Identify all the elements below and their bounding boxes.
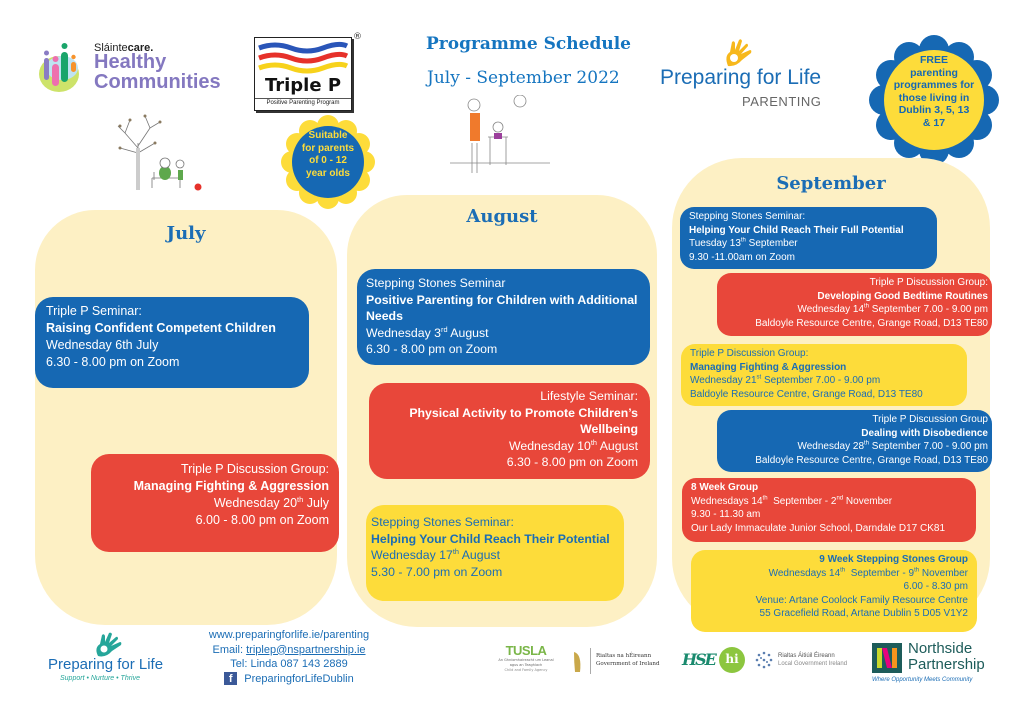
triple-p-tagline: Positive Parenting Program <box>255 98 351 106</box>
event-card-september-6[interactable] <box>691 550 977 632</box>
pfl-parenting-logo <box>660 38 830 110</box>
pfl-footer-name: Preparing for Life <box>48 656 164 673</box>
suitable-line: for parents <box>301 142 355 154</box>
event-address: 55 Gracefield Road, Artane Dublin 5 D05 V1Y2 <box>759 608 968 620</box>
triple-p-waves-icon <box>255 40 351 76</box>
event-date: Wednesday 3rd August <box>366 324 489 340</box>
event-venue: Venue: Artane Coolock Family Resource Centre <box>755 594 968 606</box>
email-line: Email: triplep@nspartnership.ie <box>212 643 366 656</box>
free-line: parenting <box>910 66 958 79</box>
event-date: Wednesday 20th July <box>213 494 329 510</box>
event-title: 9 Week Stepping Stones Group <box>819 554 968 565</box>
event-time: 6.30 - 8.00 pm on Zoom <box>506 455 638 470</box>
northside-text: Northside <box>908 640 973 657</box>
healthy-text: Healthy <box>94 51 167 73</box>
event-card-september-4[interactable] <box>717 410 992 472</box>
triple-p-logo <box>254 37 352 111</box>
event-type: Triple P Seminar: <box>46 304 142 318</box>
page-subtitle: July - September 2022 <box>427 68 620 88</box>
email-link[interactable]: triplep@nspartnership.ie <box>246 643 366 656</box>
event-title: Raising Confident Competent Children <box>46 320 276 335</box>
event-date: Wednesday 28th September 7.00 - 9.00 pm <box>797 440 988 453</box>
event-time: 9.30 - 11.30 am <box>691 509 761 521</box>
event-type: Triple P Discussion Group: <box>181 462 329 476</box>
event-type: Stepping Stones Seminar: <box>371 515 514 529</box>
event-time: 6.30 - 8.00 pm on Zoom <box>46 354 180 369</box>
tusla-sub: An Ghníomhaireacht um Leanaí agus an Teaghlach <box>498 658 554 667</box>
hi-text: hi <box>725 652 739 666</box>
facebook-handle[interactable]: PreparingforLifeDublin <box>244 672 354 685</box>
event-card-september-3[interactable] <box>681 344 967 406</box>
free-line: Dublin 3, 5, 13 <box>898 104 970 116</box>
triple-p-text: Triple P <box>264 75 342 96</box>
event-time: 6.00 - 8.00 pm on Zoom <box>195 512 329 527</box>
tusla-logo <box>496 644 556 684</box>
event-type: Triple P Discussion Group: <box>690 348 809 359</box>
telephone: Tel: Linda 087 143 2889 <box>230 658 348 670</box>
hse-logo: HSE <box>682 650 715 669</box>
communities-text: Communities <box>94 71 221 93</box>
pfl-footer-logo <box>44 632 179 684</box>
event-card-july-1[interactable] <box>35 297 309 388</box>
lgi-logo <box>754 650 854 674</box>
event-type: Stepping Stones Seminar: <box>689 211 806 222</box>
partnership-text: Partnership <box>908 656 985 673</box>
free-line: programmes for <box>893 79 975 91</box>
suitable-badge <box>278 116 378 208</box>
suitable-line: Suitable <box>308 130 348 141</box>
free-line: & 17 <box>922 116 946 129</box>
event-time: 6.30 - 8.00 pm on Zoom <box>366 342 498 357</box>
event-date: Wednesday 21st September 7.00 - 9.00 pm <box>690 374 881 387</box>
event-card-august-1[interactable] <box>357 269 650 365</box>
event-date: Wednesday 6th July <box>46 337 159 352</box>
event-title: Managing Fighting & Aggression <box>133 478 329 493</box>
gov-ie-english: Government of Ireland <box>596 661 660 667</box>
event-venue: Baldoyle Resource Centre, Grange Road, D13 TE80 <box>755 317 988 329</box>
event-type: Triple P Discussion Group <box>872 414 988 425</box>
page-title: Programme Schedule <box>426 34 631 54</box>
slaintecare-logo <box>36 38 226 98</box>
event-venue: Our Lady Immaculate Junior School, Darndale D17 CK81 <box>691 522 946 534</box>
event-time: 6.00 - 8.30 pm <box>903 581 968 593</box>
free-line: those living in <box>898 91 970 104</box>
event-card-september-1[interactable] <box>680 207 937 269</box>
gov-ireland-logo <box>572 646 662 678</box>
event-date: Tuesday 13th September <box>689 237 798 250</box>
event-date: Wednesdays 14th September - 9th November <box>768 567 968 579</box>
july-column-bg <box>35 210 337 625</box>
pfl-name: Preparing for Life <box>660 66 822 89</box>
tree-family-illustration <box>110 108 220 198</box>
event-type: Triple P Discussion Group: <box>869 277 988 288</box>
suitable-line: year olds <box>306 167 350 179</box>
harp-icon <box>572 650 584 674</box>
slaintecare-bold: care. <box>127 42 154 54</box>
facebook-icon: f <box>224 672 237 685</box>
august-heading: August <box>466 206 538 227</box>
mother-child-illustration <box>450 95 560 185</box>
event-card-september-5[interactable] <box>682 478 976 542</box>
july-heading: July <box>166 223 206 244</box>
event-date: Wednesday 14th September 7.00 - 9.00 pm <box>797 303 988 316</box>
event-venue: Baldoyle Resource Centre, Grange Road, D13 TE80 <box>690 388 923 400</box>
event-title: Helping Your Child Reach Their Full Potential <box>689 224 904 236</box>
event-title: Managing Fighting & Aggression <box>690 361 847 373</box>
dots-icon <box>754 650 774 670</box>
event-title-cont: Wellbeing <box>580 422 638 437</box>
suitable-line: of 0 - 12 <box>309 155 347 166</box>
pfl-sub: PARENTING <box>742 94 822 109</box>
event-title: Helping Your Child Reach Their Potential <box>371 531 610 546</box>
northside-n-icon <box>872 643 902 673</box>
event-title: Dealing with Disobedience <box>861 427 988 439</box>
gov-ie-irish: Rialtas na hÉireann <box>596 653 652 659</box>
event-title: Developing Good Bedtime Routines <box>817 290 988 302</box>
slaintecare-light: Sláinte <box>94 42 128 54</box>
healthy-communities-icon <box>36 38 82 94</box>
event-time: 9.30 -11.00am on Zoom <box>689 251 795 263</box>
event-card-august-3[interactable] <box>366 505 624 601</box>
registered-mark: ® <box>353 32 362 42</box>
event-venue: Baldoyle Resource Centre, Grange Road, D13 TE80 <box>755 454 988 466</box>
event-date: Wednesday 17th August <box>371 547 500 563</box>
september-heading: September <box>776 173 886 194</box>
event-title: Positive Parenting for Children with Additional <box>366 292 638 307</box>
event-date: Wednesdays 14th September - 2nd November <box>691 495 893 507</box>
event-title-cont: Needs <box>366 309 403 324</box>
event-title: Physical Activity to Promote Children’s <box>409 405 638 420</box>
hands-icon <box>92 632 126 658</box>
contact-block <box>196 628 382 686</box>
free-programmes-badge <box>868 34 1000 166</box>
event-type: Stepping Stones Seminar <box>366 276 506 290</box>
pfl-footer-tagline: Support • Nurture • Thrive <box>60 675 140 682</box>
free-line: FREE <box>919 54 948 66</box>
northside-partnership-logo <box>872 642 994 690</box>
facebook-line[interactable] <box>196 672 382 687</box>
northside-tagline: Where Opportunity Meets Community <box>872 677 973 683</box>
event-card-september-2[interactable] <box>717 273 992 336</box>
hi-logo <box>719 647 745 673</box>
event-date: Wednesday 10th August <box>509 437 638 453</box>
lgi-english: Local Government Ireland <box>778 661 848 667</box>
event-card-august-2[interactable] <box>369 383 650 479</box>
tusla-text: TUSLA <box>505 643 547 658</box>
event-card-july-2[interactable] <box>91 454 339 552</box>
event-time: 5.30 - 7.00 pm on Zoom <box>371 564 503 579</box>
event-title: 8 Week Group <box>691 482 759 493</box>
website-link[interactable]: www.preparingforlife.ie/parenting <box>208 629 370 641</box>
event-type: Lifestyle Seminar: <box>540 389 638 403</box>
lgi-irish: Rialtas Áitiúil Éireann <box>778 653 835 659</box>
hand-icon <box>722 38 756 68</box>
tusla-sub2: Child and Family Agency <box>504 668 548 672</box>
